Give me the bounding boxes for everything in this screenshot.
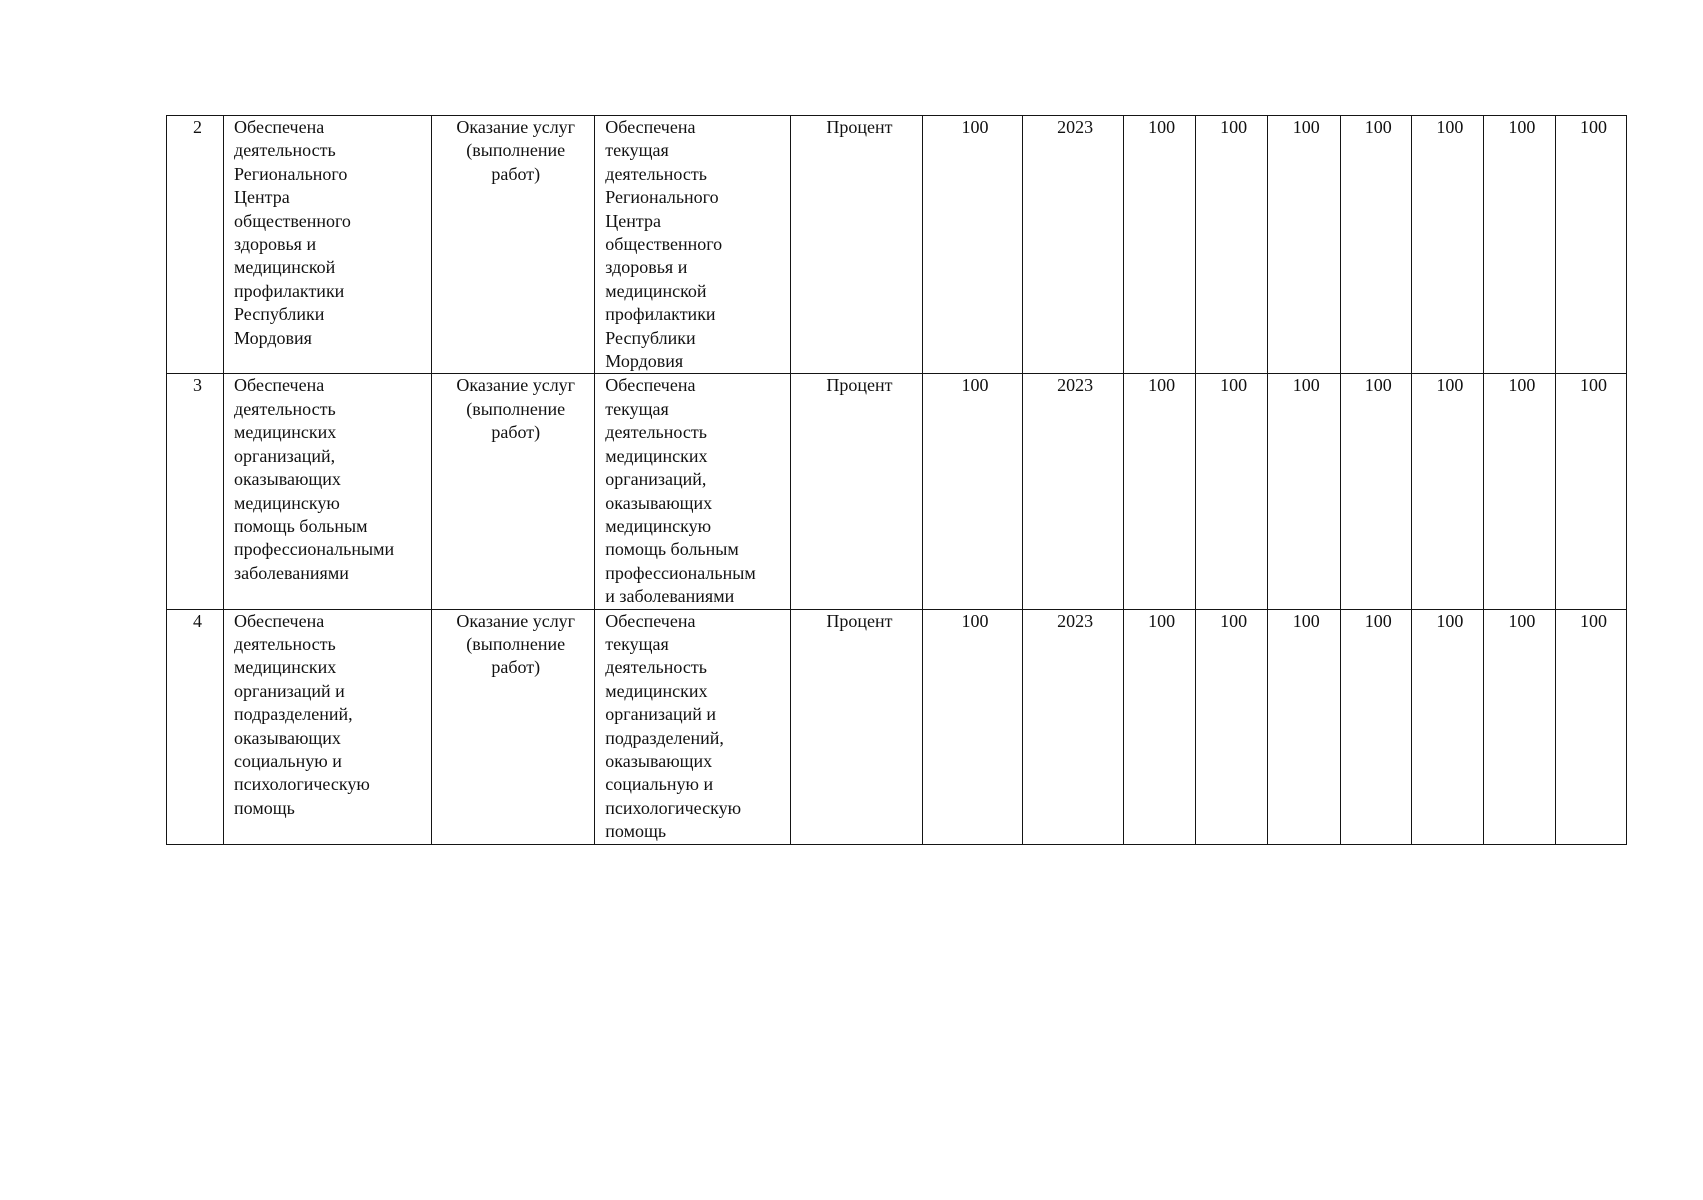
year-value: 100 — [1195, 374, 1267, 609]
year-value: 100 — [1267, 374, 1340, 609]
table-row — [167, 374, 1627, 609]
year-value: 100 — [1195, 609, 1267, 844]
table-row — [167, 609, 1627, 844]
unit: Процент — [791, 116, 923, 374]
year-value: 100 — [1411, 609, 1483, 844]
base-value: 100 — [923, 609, 1022, 844]
year-value: 100 — [1340, 374, 1411, 609]
year-value: 100 — [1555, 609, 1626, 844]
result-name: Обеспечена деятельность медицинских организаций и подразделений, оказывающих социальную и психологическую помощь — [224, 609, 432, 844]
unit: Процент — [791, 374, 923, 609]
year-value: 100 — [1483, 374, 1555, 609]
year-value: 100 — [1411, 116, 1483, 374]
year-value: 100 — [1340, 116, 1411, 374]
year-value: 100 — [1483, 116, 1555, 374]
table-row — [167, 116, 1627, 374]
result-characteristic: Обеспечена текущая деятельность медицинских организаций и подразделений, оказывающих социальную и психологическую помощь — [595, 609, 791, 844]
year-value: 100 — [1267, 116, 1340, 374]
year-value: 100 — [1555, 374, 1626, 609]
year-value: 100 — [1340, 609, 1411, 844]
result-name: Обеспечена деятельность медицинских организаций, оказывающих медицинскую помощь больным профессиональными заболеваниями — [224, 374, 432, 609]
year-value: 100 — [1483, 609, 1555, 844]
year-value: 100 — [1195, 116, 1267, 374]
base-value: 100 — [923, 374, 1022, 609]
year-value: 100 — [1411, 374, 1483, 609]
base-value: 100 — [923, 116, 1022, 374]
row-number: 4 — [167, 609, 224, 844]
base-year: 2023 — [1022, 609, 1123, 844]
row-number: 2 — [167, 116, 224, 374]
unit: Процент — [791, 609, 923, 844]
year-value: 100 — [1555, 116, 1626, 374]
base-year: 2023 — [1022, 116, 1123, 374]
result-characteristic: Обеспечена текущая деятельность Регионального Центра общественного здоровья и медицинской профилактики Республики Мордовия — [595, 116, 791, 374]
row-number: 3 — [167, 374, 224, 609]
result-characteristic: Обеспечена текущая деятельность медицинских организаций, оказывающих медицинскую помощь больным профессиональным и заболеваниями — [595, 374, 791, 609]
year-value: 100 — [1267, 609, 1340, 844]
year-value: 100 — [1123, 609, 1195, 844]
base-year: 2023 — [1022, 374, 1123, 609]
result-type: Оказание услуг (выполнение работ) — [432, 374, 595, 609]
year-value: 100 — [1123, 374, 1195, 609]
results-table — [166, 115, 1627, 845]
result-name: Обеспечена деятельность Регионального Центра общественного здоровья и медицинской профилактики Республики Мордовия — [224, 116, 432, 374]
year-value: 100 — [1123, 116, 1195, 374]
result-type: Оказание услуг (выполнение работ) — [432, 609, 595, 844]
result-type: Оказание услуг (выполнение работ) — [432, 116, 595, 374]
